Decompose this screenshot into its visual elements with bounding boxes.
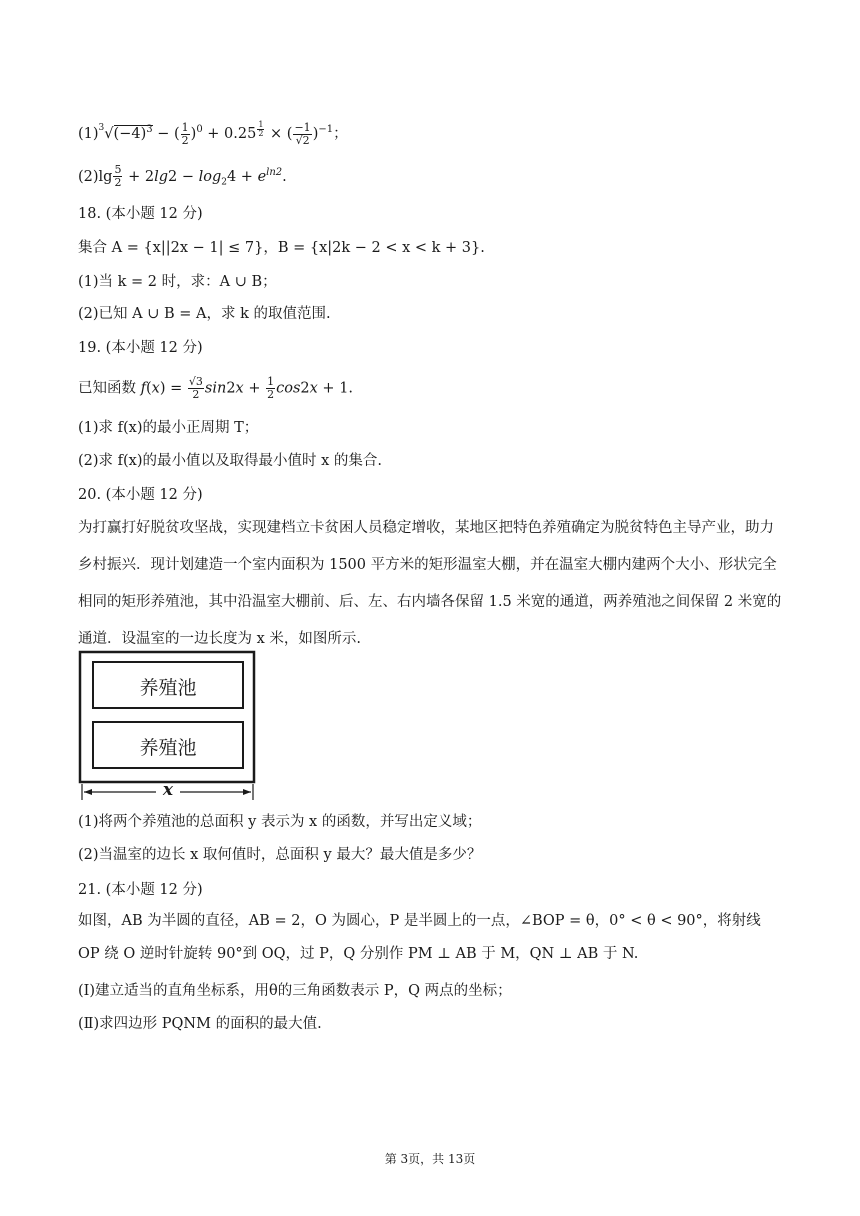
problem20-q1: (1)将两个养殖池的总面积 y 表示为 x 的函数，并写出定义域； <box>78 814 482 830</box>
problem17-part1: $(1)^3√(-4)^3$ − ( $\frac{1}{2}$ )$^0$ + 0.25 $^{\frac{1}{2}}$ × ( $\frac{-1}{√2}$ )$^{-1}$； <box>78 120 348 147</box>
greenhouse-diagram <box>78 650 258 805</box>
problem19-q2: (2)求 f(x)的最小值以及取得最小值时 x 的集合. <box>78 453 383 469</box>
problem18-header: 18. (本小题 12 分) <box>78 206 203 222</box>
problem21-header: 21. (本小题 12 分) <box>78 882 203 898</box>
problem20-stem: 为打赢打好脱贫攻坚战，实现建档立卡贫困人员稳定增收，某地区把特色养殖确定为脱贫特色主导产业，助力乡村振兴．现计划建造一个室内面积为 1500 平方米的矩形温室大棚，并在温室大棚内建两个大小、形状完全相同的矩形养殖池，其中沿温室大棚前、后、左、右内墙各保留 1.5 米宽的通道，两养殖池之间保留 2 米宽的通道．设温室的一边长度为 x 米，如图所示. <box>78 520 782 647</box>
problem21-q2: (Ⅱ)求四边形 PQNM 的面积的最大值. <box>78 1016 322 1032</box>
problem19-stem: 已知函数 f(x) = $\frac{√3}{2}$ sin2x + $\frac{1}{2}$ cos2x + 1. <box>78 375 354 401</box>
pool-label-bottom: 养殖池 <box>139 737 197 759</box>
problem18-q2: (2)已知 A ∪ B = A，求 k 的取值范围. <box>78 306 331 322</box>
problem21-stem: 如图，AB 为半圆的直径，AB = 2，O 为圆心，P 是半圆上的一点，∠BOP = θ，0° < θ < 90°，将射线 OP 绕 O 逆时针旋转 90°到 OQ，过 P，Q 分别作 PM ⊥ AB 于 M，QN ⊥ AB 于 N. <box>78 913 761 962</box>
problem20-q2: (2)当温室的边长 x 取何值时，总面积 y 最大？最大值是多少？ <box>78 847 482 863</box>
problem19-q1: (1)求 f(x)的最小正周期 T； <box>78 420 259 436</box>
x-label: x <box>162 780 174 800</box>
page-footer: 第 3页，共 13页 <box>384 1152 476 1166</box>
pool-label-top: 养殖池 <box>139 677 197 699</box>
problem17-part2: (2)lg $\frac{5}{2}$ + $2\lg 2 - \log_24 + e^{ln2}$. <box>78 163 287 190</box>
problem18-q1: (1)当 k = 2 时，求：A ∪ B； <box>78 274 277 290</box>
problem18-stem: 集合 A = {x||2x − 1| ≤ 7}，B = {x|2k − 2 < x < k + 3}. <box>78 240 485 256</box>
problem20-header: 20. (本小题 12 分) <box>78 487 203 503</box>
problem19-header: 19. (本小题 12 分) <box>78 340 203 356</box>
problem21-q1: (Ⅰ)建立适当的直角坐标系，用θ的三角函数表示 P，Q 两点的坐标； <box>78 983 512 999</box>
